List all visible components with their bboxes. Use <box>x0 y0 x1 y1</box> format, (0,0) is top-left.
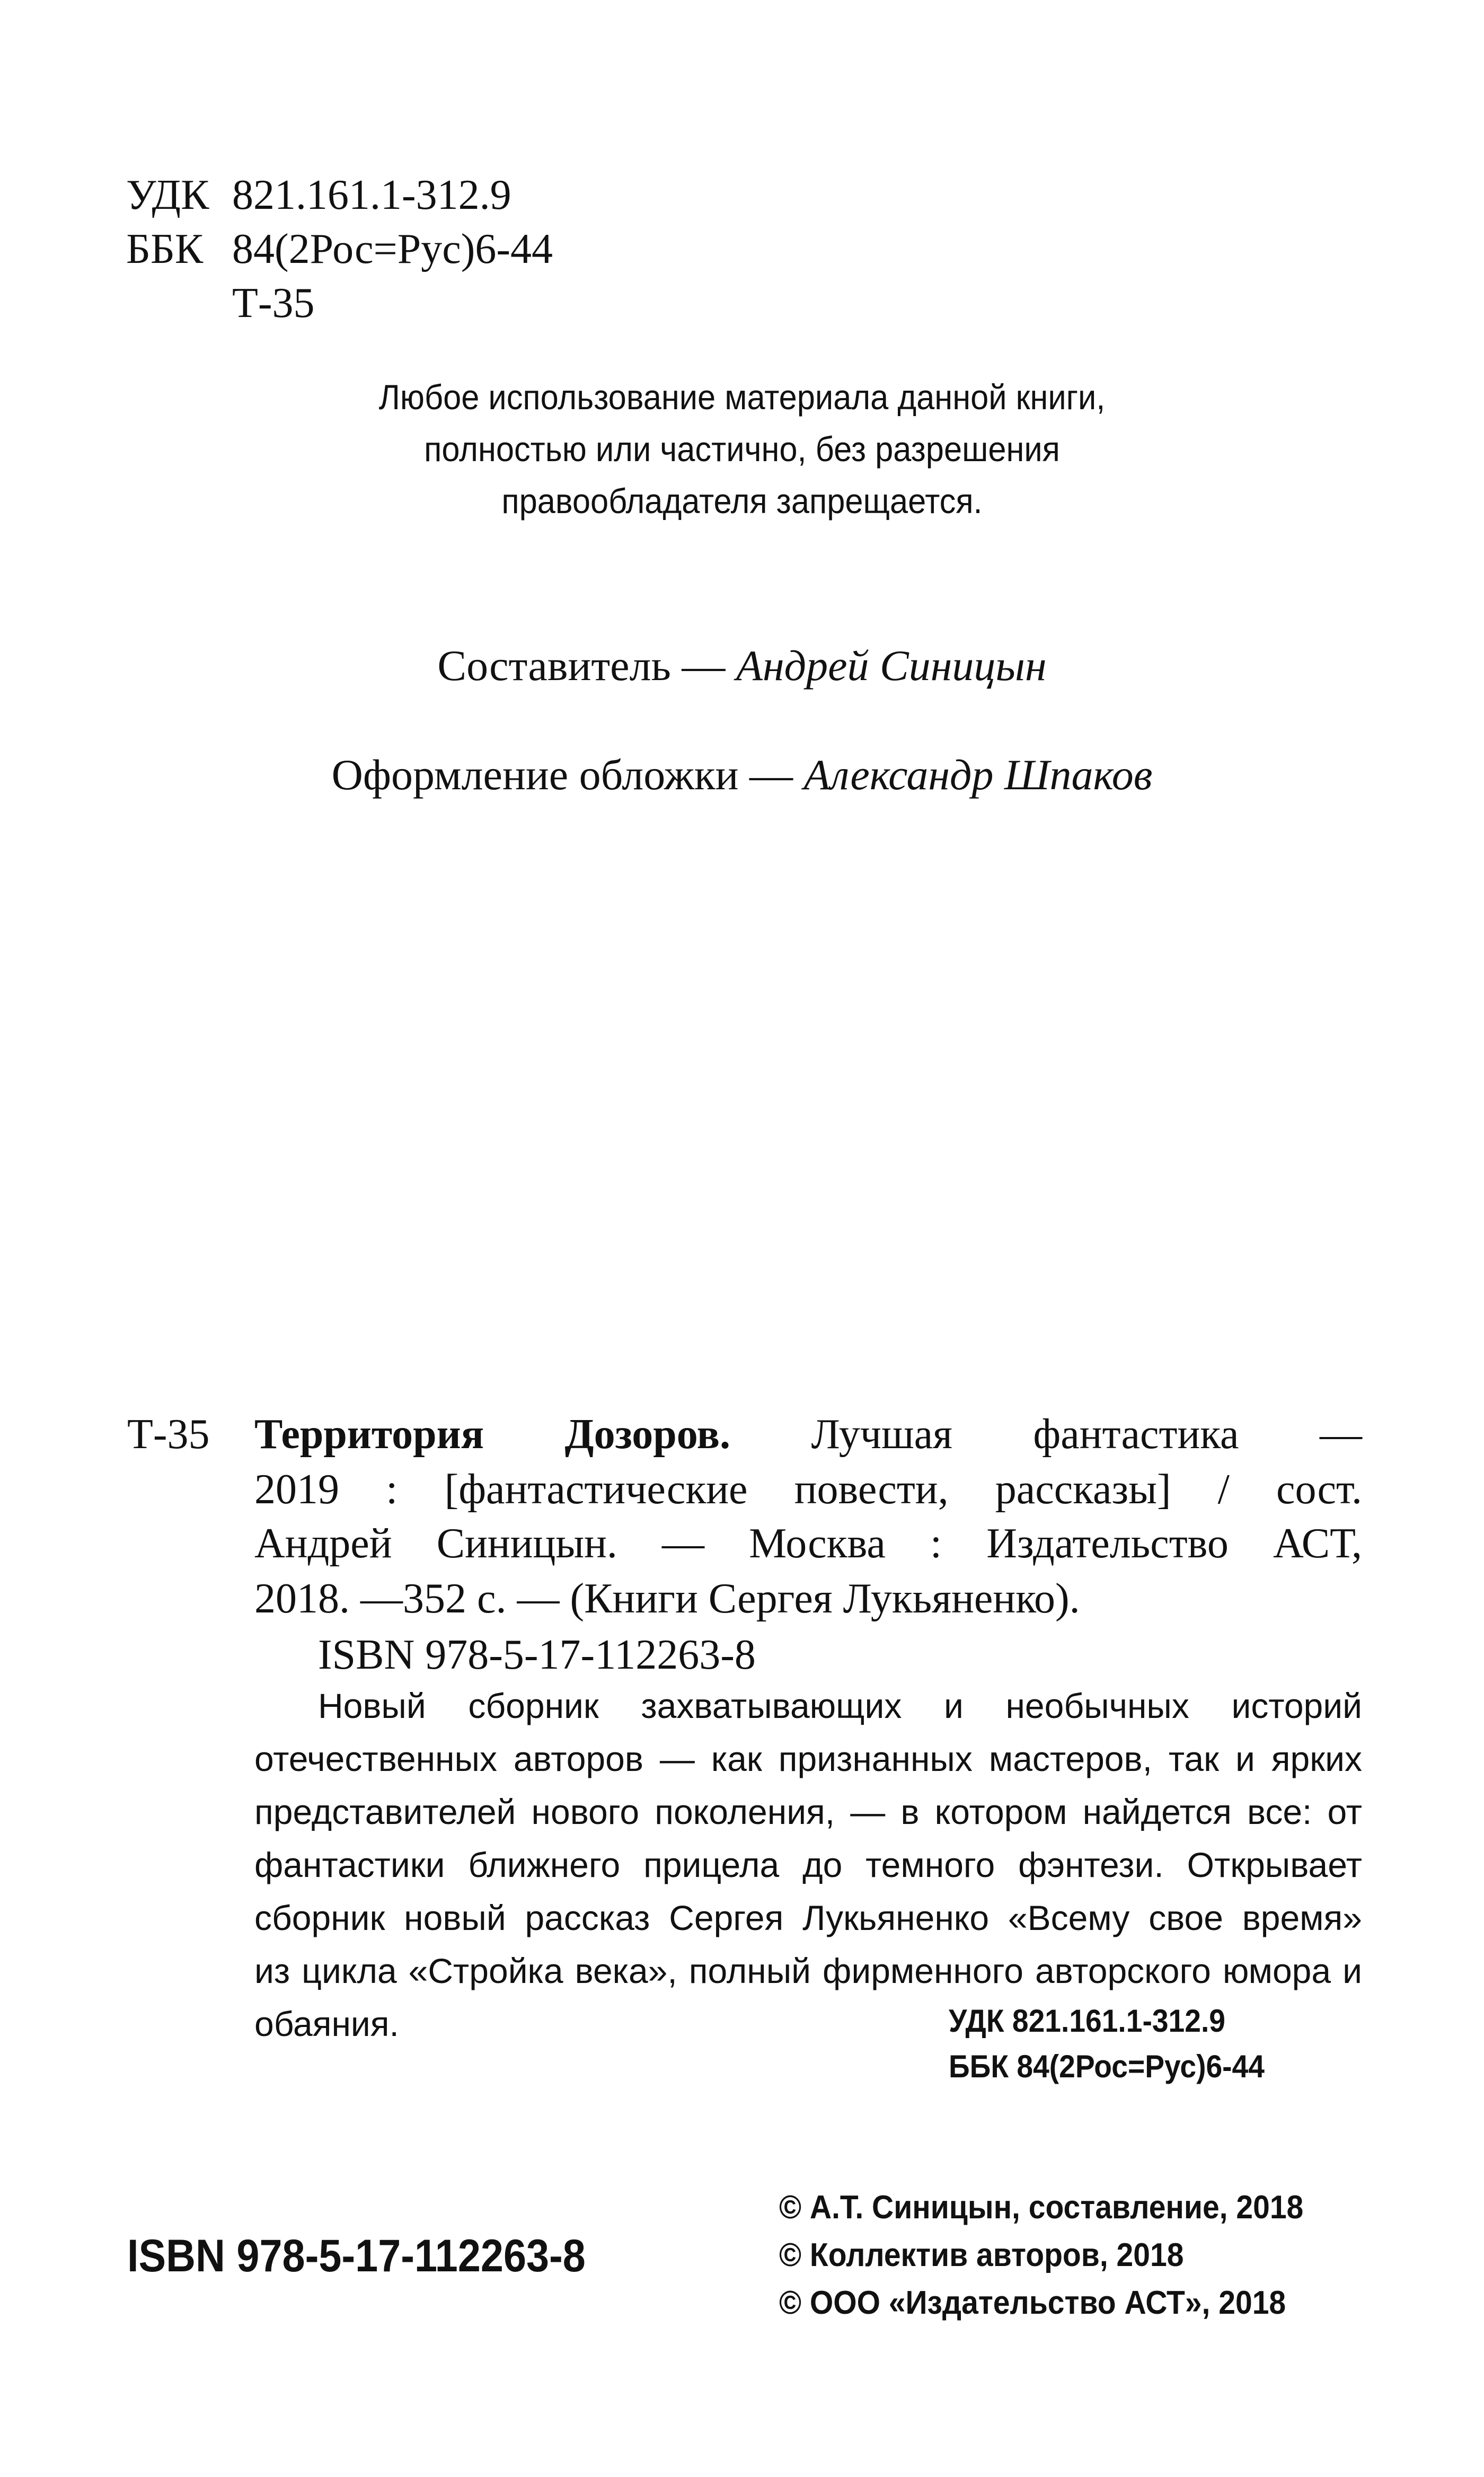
isbn-bottom: ISBN 978-5-17-112263-8 <box>127 2231 586 2281</box>
compiler-name: Андрей Синицын <box>736 641 1047 690</box>
annotation-line: Новый сборник захватывающих и необычных историй <box>318 1686 1362 1725</box>
copyright-lines <box>779 2184 1303 2327</box>
notice-line: полностью или частично, без разрешения <box>424 429 1060 469</box>
copyright-notice <box>52 371 1432 527</box>
annotation-line: фантастики ближнего прицела до темного фэнтези. Открывает <box>254 1845 1362 1884</box>
cover-design-credit <box>0 748 1484 801</box>
compiler-credit <box>0 639 1484 692</box>
author-mark-top: Т-35 <box>232 280 315 327</box>
copyright-compiler: © А.Т. Синицын, составление, 2018 <box>779 2189 1304 2226</box>
biblio-line-4: 2018. —352 с. — (Книги Сергея Лукьяненко). <box>254 1575 1080 1622</box>
biblio-line-1 <box>254 1408 1362 1461</box>
bbk-label: ББК <box>126 226 204 272</box>
cover-label: Оформление обложки — <box>331 751 804 799</box>
udk-row <box>126 169 656 222</box>
book-title: Территория Дозоров. <box>254 1411 730 1458</box>
bbk-bottom: ББК 84(2Рос=Рус)6-44 <box>949 2049 1265 2084</box>
book-subtitle: Лучшая фантастика — <box>730 1411 1363 1458</box>
annotation-line: представителей нового поколения, — в котором найдется все: от <box>254 1792 1362 1831</box>
copyright-publisher: © ООО «Издательство АСТ», 2018 <box>779 2285 1286 2321</box>
compiler-label: Составитель — <box>437 641 736 690</box>
udk-label: УДК <box>126 172 209 218</box>
notice-line: Любое использование материала данной книги, <box>378 377 1106 417</box>
notice-line: правообладателя запрещается. <box>501 481 983 521</box>
biblio-line-3: Андрей Синицын. — Москва : Издательство АСТ, <box>254 1520 1362 1567</box>
biblio-line-2: 2019 : [фантастические повести, рассказы] / сост. <box>254 1466 1362 1513</box>
annotation-line: сборник новый рассказ Сергея Лукьяненко «Всему свое время» <box>254 1898 1362 1937</box>
bbk-row <box>126 223 656 276</box>
author-mark-biblio: Т-35 <box>127 1411 210 1458</box>
bbk-value: 84(2Рос=Рус)6-44 <box>232 226 553 272</box>
udk-value: 821.161.1-312.9 <box>232 172 511 218</box>
udk-bottom: УДК 821.161.1-312.9 <box>949 2003 1225 2039</box>
annotation-line: обаяния. <box>254 2004 399 2043</box>
classification-codes-bottom <box>949 1998 1265 2090</box>
biblio-isbn: ISBN 978-5-17-112263-8 <box>318 1632 756 1678</box>
classification-block <box>126 169 656 338</box>
annotation-line: отечественных авторов — как признанных мастеров, так и ярких <box>254 1739 1362 1778</box>
copyright-authors: © Коллектив авторов, 2018 <box>779 2237 1184 2273</box>
annotation <box>254 1679 1362 2050</box>
annotation-line: из цикла «Стройка века», полный фирменного авторского юмора и <box>254 1951 1362 1990</box>
author-mark-row <box>126 277 656 330</box>
cover-designer-name: Александр Шпаков <box>803 751 1153 799</box>
